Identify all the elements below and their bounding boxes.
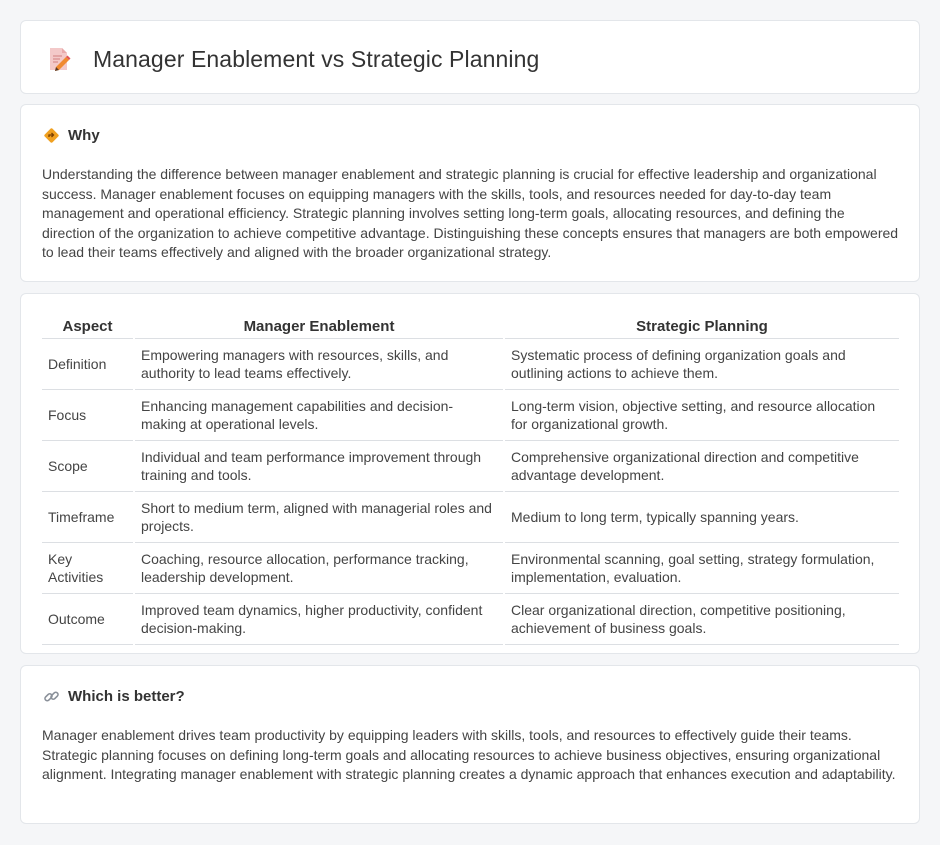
comparison-table [42,316,899,645]
header-manager-enablement: Manager Enablement [134,316,504,338]
which-better-heading [43,688,185,705]
why-title: Why [68,127,100,144]
why-paragraph: Understanding the difference between manager enablement and strategic planning is crucial for effective leadership and organizational success. Manager enablement focuses on equipping managers with the skills, tools, and resources needed for day-to-day team management and operational efficiency. Strategic planning involves setting long-term goals, allocating resources, and defining the direction of the organization to achieve competitive advantage. Distinguishing these concepts ensures that managers are both empowered to lead their teams effectively and aligned with the broader organizational strategy. [42,166,899,261]
row-aspect: Definition [42,338,134,389]
why-heading [43,127,100,144]
which-better-paragraph: Manager enablement drives team productivity by equipping leaders with skills, tools, and resources to effectively guide their teams. Strategic planning focuses on defining long-term goals and allocating resources to achieve business objectives, ensuring organizational alignment. Integrating manager enablement with strategic planning creates a dynamic approach that enhances execution and adaptability. [42,727,896,783]
which-better-card [20,665,920,824]
row-manager-enablement: Short to medium term, aligned with managerial roles and projects. [134,491,504,542]
table-header-row [42,316,899,338]
title-card [20,20,920,94]
row-manager-enablement: Improved team dynamics, higher productivity, confident decision-making. [134,593,504,644]
row-manager-enablement: Enhancing management capabilities and decision-making at operational levels. [134,389,504,440]
table-row [42,338,899,389]
row-strategic-planning: Clear organizational direction, competitive positioning, achievement of business goals. [504,593,899,644]
header-strategic-planning: Strategic Planning [504,316,899,338]
row-manager-enablement: Coaching, resource allocation, performance tracking, leadership development. [134,542,504,593]
row-manager-enablement: Empowering managers with resources, skills, and authority to lead teams effectively. [134,338,504,389]
row-aspect: Scope [42,440,134,491]
why-card [20,104,920,282]
table-row [42,389,899,440]
row-strategic-planning: Systematic process of defining organization goals and outlining actions to achieve them. [504,338,899,389]
row-strategic-planning: Comprehensive organizational direction and competitive advantage development. [504,440,899,491]
row-manager-enablement: Individual and team performance improvement through training and tools. [134,440,504,491]
table-row [42,440,899,491]
document-pencil-icon [45,45,73,73]
which-better-title: Which is better? [68,688,185,705]
title-row [45,45,539,73]
row-strategic-planning: Medium to long term, typically spanning years. [504,491,899,542]
row-aspect: Focus [42,389,134,440]
row-aspect: Timeframe [42,491,134,542]
link-icon [43,688,60,705]
row-aspect: Outcome [42,593,134,644]
header-aspect: Aspect [42,316,134,338]
row-strategic-planning: Long-term vision, objective setting, and resource allocation for organizational growth. [504,389,899,440]
row-strategic-planning: Environmental scanning, goal setting, strategy formulation, implementation, evaluation. [504,542,899,593]
comparison-card [20,293,920,654]
table-row [42,593,899,644]
table-row [42,491,899,542]
table-row [42,542,899,593]
diamond-direction-icon [43,127,60,144]
row-aspect: Key Activities [42,542,134,593]
page-title: Manager Enablement vs Strategic Planning [93,45,540,72]
